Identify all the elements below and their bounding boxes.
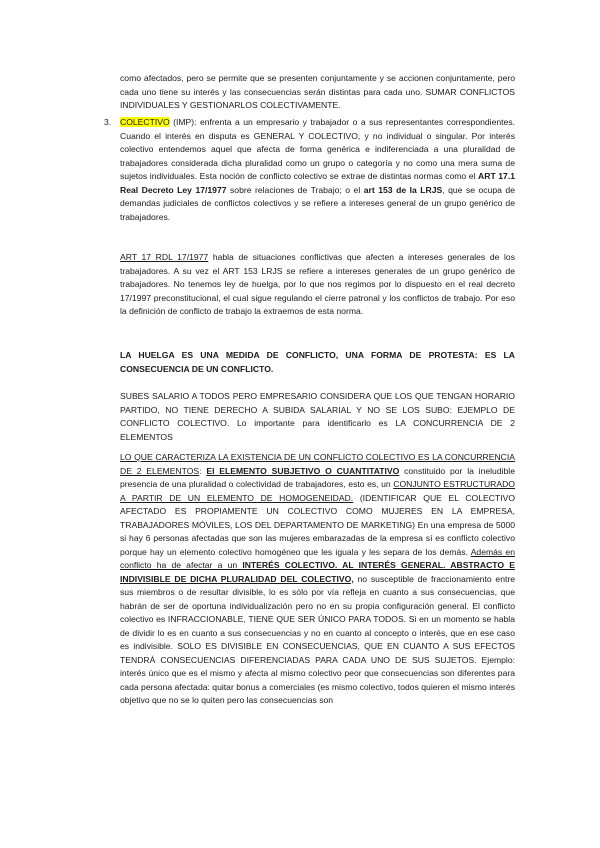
heading-underlined: LO QUE CARACTERIZA LA EXISTENCIA DE UN CONFLICTO COLECTIVO ES LA CONCURRENCIA DE 2 ELEMENTOS	[120, 452, 515, 476]
list-item-colectivo: COLECTIVO (IMP): enfrenta a un empresario y trabajador o a sus representantes correspondientes. Cuando el interés en disputa es GENERAL Y COLECTIVO, y no individual o singular. Por interés colectivo entendemos aquel que afecta de forma genérica e indiferenciada a una pluralidad de trabajadores considerada dicha pluralidad como un grupo o categoría y no como una mera suma de sujetos individuales. Esta noción de conflicto colectivo se extrae de distintas normas como el ART 17.1 Real Decreto Ley 17/1977 sobre relaciones de Trabajo; o el art 153 de la LRJS, que se ocupa de demandas judiciales de conflictos colectivos y se refiere a intereses general de un grupo genérico de trabajadores.	[120, 117, 515, 222]
term-interes-colectivo: INTERÉS COLECTIVO. AL INTERÉS GENERAL. ABSTRACTO E INDIVISIBLE DE DICHA PLURALIDAD DEL COLECTIVO,	[120, 560, 515, 584]
term-elemento-subjetivo: El ELEMENTO SUBJETIVO O CUANTITATIVO	[206, 465, 400, 476]
law-ref-art-17-1: ART 17.1 Real Decreto Ley 17/1977	[120, 171, 515, 195]
paragraph-intro: como afectados, pero se permite que se presenten conjuntamente y se accionen conjuntamente, pero cada uno tiene su interés y las consecuencias serán distintas para cada uno. SUMAR CONFLICTOS INDIVIDUALES Y GESTIONARLOS COLECTIVAMENTE.	[120, 73, 515, 110]
paragraph-huelga: LA HUELGA ES UNA MEDIDA DE CONFLICTO, UNA FORMA DE PROTESTA: ES LA CONSECUENCIA DE UN CONFLICTO.	[120, 350, 515, 374]
text-underlined-ademas: Además en conflicto ha de afectar a un	[120, 546, 515, 570]
highlighted-term-colectivo: COLECTIVO	[120, 117, 170, 127]
law-ref-art-153: art 153 de la LRJS	[363, 184, 443, 195]
paragraph-rdl: ART 17 RDL 17/1977 habla de situaciones conflictivas que afecten a intereses generales de los trabajadores. A su vez el ART 153 LRJS se refiere a intereses generales de un grupo genérico de trabajadores. No tenemos ley de huelga, por lo que nos regimos por lo dispuesto en el real decreto 17/1997 preconstitucional, el cual sigue regulando el cierre patronal y los conflictos de trabajo. Por eso la definición de conflicto de trabajo la extraemos de esta norma.	[120, 252, 515, 316]
paragraph-example: SUBES SALARIO A TODOS PERO EMPRESARIO CONSIDERA QUE LOS QUE TENGAN HORARIO PARTIDO, NO TIENE DERECHO A SUBIDA SALARIAL Y NO SE LOS SUBO: EJEMPLO DE CONFLICTO COLECTIVO. Lo importante para identificarlo es LA CONCURRENCIA DE 2 ELEMENTOS	[120, 391, 515, 442]
term-conjunto-estructurado: CONJUNTO ESTRUCTURADO A PARTIR DE UN ELEMENTO DE HOMOGENEIDAD.	[120, 479, 515, 503]
law-ref-rdl: ART 17 RDL 17/1977	[120, 252, 209, 262]
paragraph-elements: LO QUE CARACTERIZA LA EXISTENCIA DE UN CONFLICTO COLECTIVO ES LA CONCURRENCIA DE 2 ELEMENTOS: El ELEMENTO SUBJETIVO O CUANTITATIVO constituido por la ineludible presencia de una pluralidad o colectividad de trabajadores, esto es, un CONJUNTO ESTRUCTURADO A PARTIR DE UN ELEMENTO DE HOMOGENEIDAD. (IDENTIFICAR QUE EL COLECTIVO AFECTADO ES PROPIAMENTE UN COLECTIVO COMO MUJERES EN LA EMPRESA, TRABAJADORES MÓVILES, LOS DEL DEPARTAMENTO DE MARKETING) En una empresa de 5000 si hay 6 personas afectadas que son las mujeres embarazadas de la empresa sí es conflicto colectivo porque hay un elemento colectivo homogéneo que les iguala y les separa de los demás. Además en conflicto ha de afectar a un INTERÉS COLECTIVO. AL INTERÉS GENERAL. ABSTRACTO E INDIVISIBLE DE DICHA PLURALIDAD DEL COLECTIVO, no susceptible de fraccionamiento entre sus miembros o de resultar divisible, lo es sólo por vía refleja en cuanto a sus consecuencias, que habrán de ser de oportuna individualización pero no en su propia configuración general. El conflicto colectivo es INFRACCIONABLE, TIENE QUE SER ÚNICO PARA TODOS. Si en un momento se habla de dividir lo es en cuanto a sus consecuencias y no en cuanto al concepto o interés, que en ese caso es indivisible. SOLO ES DIVISIBLE EN CONSECUENCIAS, QUE EN CUANTO A SUS EFECTOS TENDRÁ CONSECUENCIAS DIFERENCIADAS PARA CADA UNO DE SUS SUJETOS. Ejemplo: interés único que es el mismo y afecta al mismo colectivo peor que consecuencias son diferentes para cada persona afectada: quitar bonus a comerciales (es mismo colectivo, todos quieren el mismo interés objetivo que no se lo quiten pero las consecuencias son	[120, 452, 516, 705]
list-number-3: 3.	[104, 117, 112, 127]
